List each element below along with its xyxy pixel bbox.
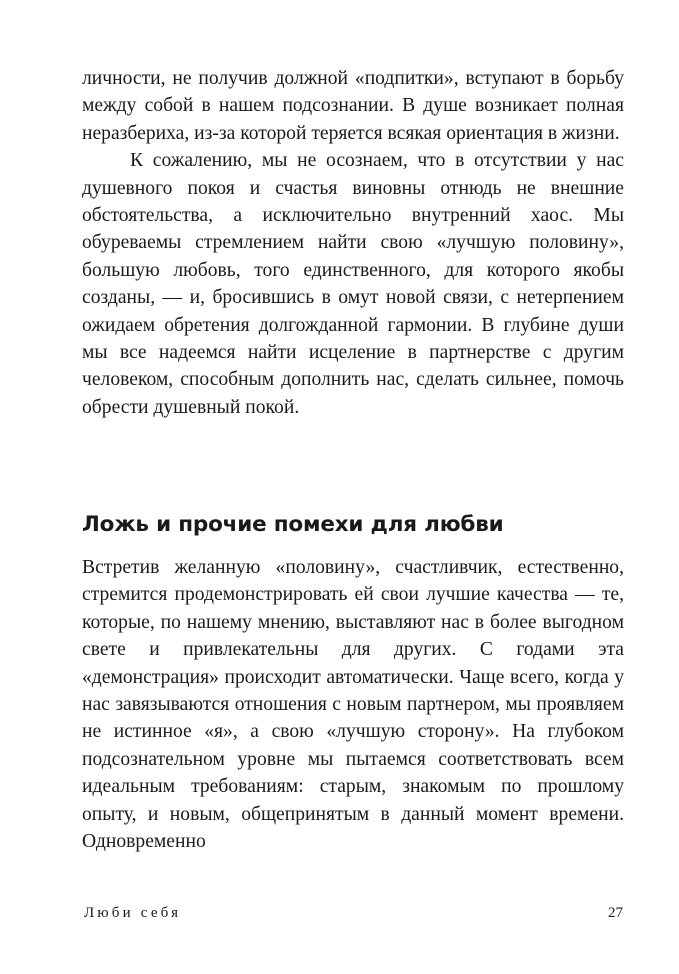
section-heading: Ложь и прочие помехи для любви xyxy=(82,512,504,537)
paragraph: Встретив желанную «половину», счастливчик, естественно, стремится продемонстрировать ей свои лучшие качества — те, которые, по нашему мнению, выставляют нас в более выгодном свете и привлекательны для других. С годами эта «демонстрация» происходит автоматически. Чаще всего, когда у нас завязываются отношения с новым партнером, мы проявляем не истинное «я», а свою «лучшую сторону». На глубоком подсознательном уровне мы пытаемся соответствовать всем идеальным требованиям: старым, знакомым по прошлому опыту, и новым, общепринятым в данный момент времени. Одновременно xyxy=(82,557,624,853)
text-block-top xyxy=(82,65,624,421)
paragraph-continuation: личности, не получив должной «подпитки», вступают в борьбу между собой в нашем подсознании. В душе возникает полная неразбериха, из-за которой теряется всякая ориентация в жизни. xyxy=(82,68,624,144)
page-number: 27 xyxy=(608,905,623,921)
paragraph: К сожалению, мы не осознаем, что в отсутствии у нас душевного покоя и счастья виновны отнюдь не внешние обстоятельства, а исключительно внутренний хаос. Мы обуреваемы стремлением найти свою «лучшую половину», большую любовь, того единственного, для которого якобы созданы, — и, бросившись в омут новой связи, с нетерпением ожидаем обретения долгожданной гармонии. В глубине души мы все надеемся найти исцеление в партнерстве с другим человеком, способным дополнить нас, сделать сильнее, помочь обрести душевный покой. xyxy=(82,150,624,418)
running-footer-title: Люби себя xyxy=(84,905,182,921)
text-block-section xyxy=(82,554,624,855)
